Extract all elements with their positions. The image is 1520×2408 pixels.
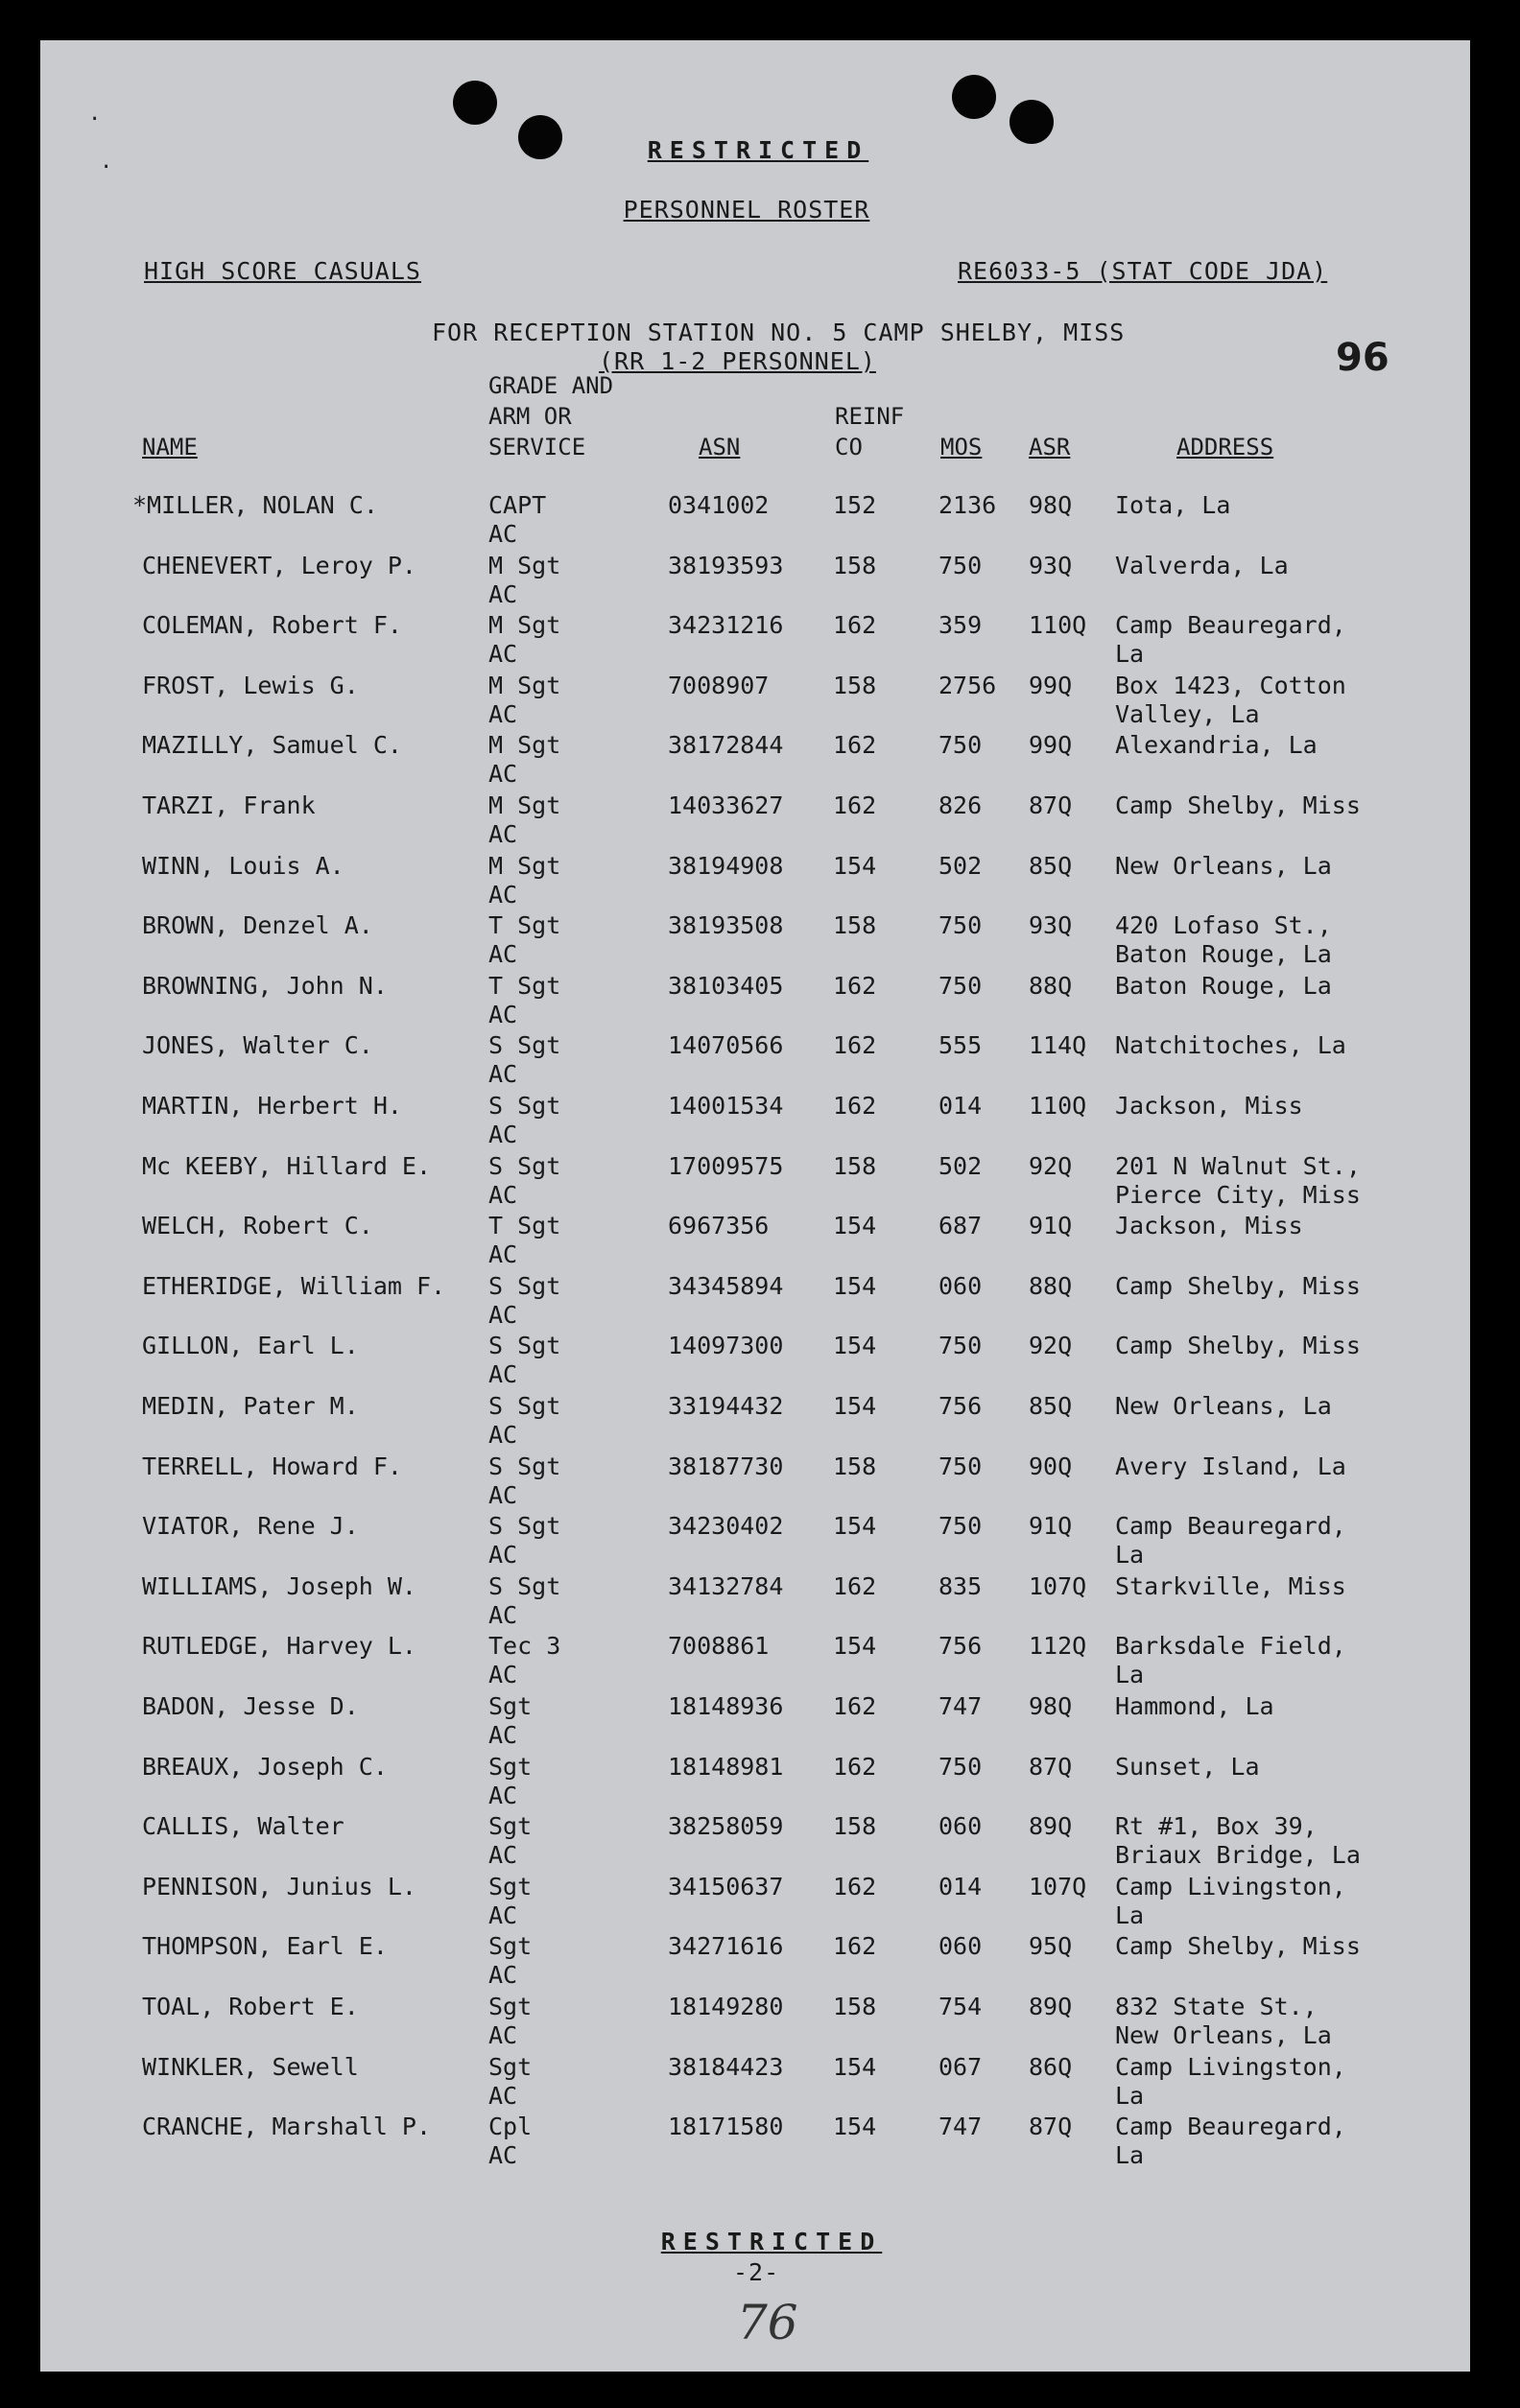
table-row (40, 1753, 1470, 1812)
cell-arm: AC (488, 1661, 518, 1689)
col-asr: ASR (1029, 434, 1071, 460)
cell-reinf-co: 162 (833, 1692, 877, 1720)
cell-address-line: Camp Shelby, Miss (1115, 791, 1361, 819)
cell-grade: CAPT (488, 491, 547, 519)
table-row (40, 1392, 1470, 1452)
cell-name: CHENEVERT, Leroy P. (142, 551, 416, 579)
table-row (40, 1873, 1470, 1932)
cell-mos: 2756 (938, 671, 997, 699)
cell-mos: 014 (938, 1872, 983, 1900)
cell-grade: Tec 3 (488, 1632, 561, 1661)
cell-asn: 34345894 (668, 1271, 784, 1300)
punch-hole (453, 81, 497, 125)
cell-reinf-co: 162 (833, 731, 877, 760)
cell-name: THOMPSON, Earl E. (142, 1932, 388, 1961)
cell-address-line: 420 Lofaso St., (1115, 911, 1332, 940)
cell-grade: S Sgt (488, 1512, 561, 1541)
cell-asn: 14070566 (668, 1031, 784, 1060)
cell-grade: Sgt (488, 1692, 533, 1720)
cell-name: MARTIN, Herbert H. (142, 1092, 402, 1120)
paper-speck: · (88, 107, 102, 131)
cell-asr: 99Q (1029, 731, 1073, 760)
cell-asr: 85Q (1029, 1392, 1073, 1420)
cell-arm: AC (488, 880, 518, 909)
classification-bottom: RESTRICTED (660, 2228, 883, 2255)
cell-asn: 33194432 (668, 1392, 784, 1420)
table-row (40, 1512, 1470, 1571)
cell-asr: 92Q (1029, 1151, 1073, 1180)
cell-grade: Sgt (488, 1752, 533, 1781)
cell-reinf-co: 158 (833, 1812, 877, 1841)
cell-mos: 060 (938, 1271, 983, 1300)
cell-reinf-co: 154 (833, 1271, 877, 1300)
cell-asr: 107Q (1029, 1872, 1087, 1900)
cell-address-line: Jackson, Miss (1115, 1092, 1303, 1120)
table-row (40, 611, 1470, 671)
cell-arm: AC (488, 1841, 518, 1870)
cell-reinf-co: 162 (833, 1092, 877, 1120)
cell-address-line: Baton Rouge, La (1115, 971, 1332, 1000)
punch-hole (1009, 100, 1054, 144)
cell-asn: 34230402 (668, 1512, 784, 1541)
cell-address-line: Camp Shelby, Miss (1115, 1332, 1361, 1360)
cell-address-line: La (1115, 2081, 1145, 2110)
cell-grade: Sgt (488, 1872, 533, 1900)
table-row (40, 972, 1470, 1031)
station-line: FOR RECEPTION STATION NO. 5 CAMP SHELBY, MISS (432, 319, 1126, 346)
cell-grade: Cpl (488, 2113, 533, 2141)
cell-reinf-co: 158 (833, 671, 877, 699)
cell-address-line: Rt #1, Box 39, (1115, 1812, 1318, 1841)
table-row (40, 1272, 1470, 1332)
col-grade: GRADE AND ARM OR SERVICE (488, 372, 614, 460)
table-row (40, 852, 1470, 911)
cell-mos: 014 (938, 1092, 983, 1120)
col-reinf: REINF CO (835, 403, 905, 460)
cell-grade: M Sgt (488, 611, 561, 640)
table-row (40, 2053, 1470, 2113)
cell-asr: 89Q (1029, 1993, 1073, 2020)
cell-name: MEDIN, Pater M. (142, 1392, 359, 1420)
cell-name: CRANCHE, Marshall P. (142, 2113, 432, 2141)
cell-name: JONES, Walter C. (142, 1031, 373, 1060)
cell-reinf-co: 162 (833, 1932, 877, 1961)
unit-name: HIGH SCORE CASUALS (144, 257, 421, 285)
cell-reinf-co: 162 (833, 791, 877, 819)
cell-arm: AC (488, 1060, 518, 1089)
cell-reinf-co: 154 (833, 1392, 877, 1420)
cell-address-line: Camp Beauregard, (1115, 611, 1346, 640)
cell-address-line: Valley, La (1115, 699, 1260, 728)
cell-address-line: Box 1423, Cotton (1115, 671, 1346, 699)
cell-asn: 7008861 (668, 1632, 770, 1661)
cell-name: COLEMAN, Robert F. (142, 611, 402, 640)
cell-name: BADON, Jesse D. (142, 1692, 359, 1720)
cell-name: ETHERIDGE, William F. (142, 1271, 446, 1300)
table-row (40, 1632, 1470, 1691)
cell-grade: M Sgt (488, 851, 561, 880)
cell-asn: 14033627 (668, 791, 784, 819)
table-row (40, 1031, 1470, 1091)
cell-mos: 555 (938, 1031, 983, 1060)
table-row (40, 2113, 1470, 2172)
cell-address-line: La (1115, 1900, 1145, 1929)
table-row (40, 1692, 1470, 1752)
cell-reinf-co: 154 (833, 851, 877, 880)
cell-reinf-co: 158 (833, 1151, 877, 1180)
cell-arm: AC (488, 699, 518, 728)
cell-mos: 750 (938, 551, 983, 579)
cell-asr: 86Q (1029, 2052, 1073, 2081)
cell-arm: AC (488, 820, 518, 848)
cell-arm: AC (488, 1900, 518, 1929)
cell-grade: S Sgt (488, 1092, 561, 1120)
cell-address-line: Starkville, Miss (1115, 1571, 1346, 1600)
col-mos: MOS (940, 434, 983, 460)
cell-name: Mc KEEBY, Hillard E. (142, 1151, 432, 1180)
cell-grade: S Sgt (488, 1571, 561, 1600)
stat-code: RE6033-5 (STAT CODE JDA) (958, 257, 1328, 285)
cell-grade: S Sgt (488, 1332, 561, 1360)
table-row (40, 1993, 1470, 2052)
table-row (40, 1572, 1470, 1632)
cell-arm: AC (488, 1480, 518, 1509)
cell-address-line: Briaux Bridge, La (1115, 1841, 1361, 1870)
cell-grade: Sgt (488, 1993, 533, 2020)
cell-arm: AC (488, 1961, 518, 1990)
cell-arm: AC (488, 1421, 518, 1449)
punch-hole (952, 75, 996, 119)
cell-address-line: New Orleans, La (1115, 851, 1332, 880)
cell-asr: 93Q (1029, 911, 1073, 940)
table-row (40, 1152, 1470, 1212)
cell-name: WILLIAMS, Joseph W. (142, 1571, 416, 1600)
cell-address-line: Camp Shelby, Miss (1115, 1271, 1361, 1300)
cell-arm: AC (488, 1721, 518, 1749)
cell-asr: 99Q (1029, 671, 1073, 699)
cell-mos: 687 (938, 1212, 983, 1240)
cell-asr: 88Q (1029, 1271, 1073, 1300)
cell-address-line: Camp Beauregard, (1115, 1512, 1346, 1541)
cell-mos: 750 (938, 1332, 983, 1360)
cell-address-line: Camp Livingston, (1115, 2052, 1346, 2081)
cell-reinf-co: 162 (833, 1031, 877, 1060)
cell-arm: AC (488, 1600, 518, 1629)
cell-address-line: Natchitoches, La (1115, 1031, 1346, 1060)
cell-grade: S Sgt (488, 1151, 561, 1180)
cell-grade: S Sgt (488, 1031, 561, 1060)
col-name: NAME (142, 434, 198, 460)
cell-address-line: Camp Beauregard, (1115, 2113, 1346, 2141)
cell-arm: AC (488, 760, 518, 789)
table-row (40, 1092, 1470, 1151)
cell-grade: S Sgt (488, 1271, 561, 1300)
table-row (40, 1332, 1470, 1391)
cell-asr: 98Q (1029, 1692, 1073, 1720)
cell-mos: 2136 (938, 491, 997, 519)
col-asn: ASN (699, 434, 741, 460)
cell-asn: 18149280 (668, 1993, 784, 2020)
sheet-number: -2- (733, 2258, 780, 2286)
cell-arm: AC (488, 2081, 518, 2110)
cell-address-line: La (1115, 640, 1145, 669)
cell-reinf-co: 158 (833, 551, 877, 579)
cell-address-line: 832 State St., (1115, 1993, 1318, 2020)
cell-name: BROWNING, John N. (142, 971, 388, 1000)
cell-mos: 750 (938, 731, 983, 760)
table-row (40, 791, 1470, 851)
cell-reinf-co: 154 (833, 2113, 877, 2141)
cell-grade: M Sgt (488, 551, 561, 579)
classification-top: RESTRICTED (647, 136, 869, 164)
cell-asn: 34150637 (668, 1872, 784, 1900)
cell-asr: 107Q (1029, 1571, 1087, 1600)
table-row (40, 491, 1470, 551)
table-row (40, 552, 1470, 611)
cell-asn: 38193593 (668, 551, 784, 579)
personnel-line: (RR 1-2 PERSONNEL) (599, 347, 876, 375)
table-row (40, 1452, 1470, 1512)
cell-address-line: Pierce City, Miss (1115, 1180, 1361, 1209)
cell-asr: 98Q (1029, 491, 1073, 519)
cell-mos: 756 (938, 1392, 983, 1420)
cell-name: WINN, Louis A. (142, 851, 344, 880)
cell-name: WINKLER, Sewell (142, 2052, 359, 2081)
cell-name: *MILLER, NOLAN C. (132, 491, 378, 519)
cell-asn: 18148981 (668, 1752, 784, 1781)
cell-mos: 754 (938, 1993, 983, 2020)
col-address: ADDRESS (1176, 434, 1274, 460)
cell-grade: T Sgt (488, 971, 561, 1000)
cell-name: GILLON, Earl L. (142, 1332, 359, 1360)
cell-asr: 87Q (1029, 1752, 1073, 1781)
cell-mos: 750 (938, 911, 983, 940)
cell-name: WELCH, Robert C. (142, 1212, 373, 1240)
cell-name: RUTLEDGE, Harvey L. (142, 1632, 416, 1661)
cell-mos: 060 (938, 1812, 983, 1841)
cell-asr: 88Q (1029, 971, 1073, 1000)
cell-mos: 750 (938, 1752, 983, 1781)
cell-asr: 87Q (1029, 2113, 1073, 2141)
cell-reinf-co: 162 (833, 1752, 877, 1781)
cell-name: TARZI, Frank (142, 791, 316, 819)
cell-address-line: La (1115, 2141, 1145, 2170)
cell-asr: 114Q (1029, 1031, 1087, 1060)
cell-address-line: Jackson, Miss (1115, 1212, 1303, 1240)
cell-address-line: 201 N Walnut St., (1115, 1151, 1361, 1180)
table-row (40, 1812, 1470, 1872)
cell-asr: 91Q (1029, 1512, 1073, 1541)
cell-asn: 14097300 (668, 1332, 784, 1360)
table-row (40, 672, 1470, 731)
cell-mos: 067 (938, 2052, 983, 2081)
cell-name: FROST, Lewis G. (142, 671, 359, 699)
handwritten-number: 76 (737, 2295, 798, 2350)
cell-mos: 826 (938, 791, 983, 819)
cell-asn: 17009575 (668, 1151, 784, 1180)
cell-arm: AC (488, 1180, 518, 1209)
paper-speck: · (100, 155, 113, 179)
cell-reinf-co: 158 (833, 1993, 877, 2020)
cell-grade: T Sgt (488, 1212, 561, 1240)
cell-arm: AC (488, 1541, 518, 1570)
cell-arm: AC (488, 1360, 518, 1389)
cell-grade: S Sgt (488, 1392, 561, 1420)
cell-grade: Sgt (488, 1812, 533, 1841)
cell-grade: S Sgt (488, 1452, 561, 1480)
cell-reinf-co: 158 (833, 1452, 877, 1480)
cell-arm: AC (488, 1000, 518, 1028)
cell-asn: 38194908 (668, 851, 784, 880)
cell-reinf-co: 162 (833, 971, 877, 1000)
cell-address-line: Alexandria, La (1115, 731, 1318, 760)
cell-reinf-co: 162 (833, 1872, 877, 1900)
cell-reinf-co: 154 (833, 1512, 877, 1541)
cell-reinf-co: 162 (833, 1571, 877, 1600)
table-row (40, 731, 1470, 791)
cell-arm: AC (488, 1781, 518, 1809)
cell-mos: 750 (938, 1452, 983, 1480)
cell-mos: 747 (938, 1692, 983, 1720)
cell-asn: 34271616 (668, 1932, 784, 1961)
table-row (40, 1212, 1470, 1271)
cell-mos: 750 (938, 1512, 983, 1541)
cell-mos: 750 (938, 971, 983, 1000)
table-row (40, 911, 1470, 971)
cell-address-line: Baton Rouge, La (1115, 940, 1332, 969)
cell-asn: 14001534 (668, 1092, 784, 1120)
cell-asn: 38193508 (668, 911, 784, 940)
cell-address-line: New Orleans, La (1115, 2021, 1332, 2049)
cell-name: CALLIS, Walter (142, 1812, 344, 1841)
cell-grade: Sgt (488, 1932, 533, 1961)
cell-asn: 38184423 (668, 2052, 784, 2081)
cell-arm: AC (488, 940, 518, 969)
page-number: 96 (1336, 336, 1389, 380)
cell-mos: 359 (938, 611, 983, 640)
cell-arm: AC (488, 1300, 518, 1329)
cell-asr: 95Q (1029, 1932, 1073, 1961)
cell-mos: 060 (938, 1932, 983, 1961)
cell-address-line: Iota, La (1115, 491, 1231, 519)
cell-asr: 110Q (1029, 1092, 1087, 1120)
cell-asr: 90Q (1029, 1452, 1073, 1480)
cell-asn: 38258059 (668, 1812, 784, 1841)
cell-mos: 835 (938, 1571, 983, 1600)
cell-address-line: New Orleans, La (1115, 1392, 1332, 1420)
cell-asr: 92Q (1029, 1332, 1073, 1360)
cell-address-line: Camp Shelby, Miss (1115, 1932, 1361, 1961)
cell-asr: 93Q (1029, 551, 1073, 579)
cell-arm: AC (488, 640, 518, 669)
cell-reinf-co: 154 (833, 2052, 877, 2081)
cell-asr: 89Q (1029, 1812, 1073, 1841)
cell-reinf-co: 152 (833, 491, 877, 519)
cell-reinf-co: 162 (833, 611, 877, 640)
cell-mos: 756 (938, 1632, 983, 1661)
cell-asr: 110Q (1029, 611, 1087, 640)
cell-address-line: Valverda, La (1115, 551, 1289, 579)
cell-mos: 502 (938, 851, 983, 880)
cell-asn: 18171580 (668, 2113, 784, 2141)
cell-address-line: Camp Livingston, (1115, 1872, 1346, 1900)
cell-asr: 112Q (1029, 1632, 1087, 1661)
cell-asr: 85Q (1029, 851, 1073, 880)
cell-asn: 34132784 (668, 1571, 784, 1600)
cell-mos: 747 (938, 2113, 983, 2141)
cell-name: BROWN, Denzel A. (142, 911, 373, 940)
cell-grade: T Sgt (488, 911, 561, 940)
cell-asn: 38172844 (668, 731, 784, 760)
cell-address-line: Hammond, La (1115, 1692, 1274, 1720)
cell-reinf-co: 154 (833, 1632, 877, 1661)
cell-asn: 0341002 (668, 491, 770, 519)
table-row (40, 1932, 1470, 1992)
cell-arm: AC (488, 520, 518, 548)
cell-asn: 38187730 (668, 1452, 784, 1480)
cell-arm: AC (488, 579, 518, 608)
cell-grade: M Sgt (488, 791, 561, 819)
cell-reinf-co: 154 (833, 1332, 877, 1360)
cell-address-line: La (1115, 1661, 1145, 1689)
cell-grade: Sgt (488, 2052, 533, 2081)
cell-asr: 91Q (1029, 1212, 1073, 1240)
cell-address-line: Sunset, La (1115, 1752, 1260, 1781)
roster-title: PERSONNEL ROSTER (623, 196, 870, 224)
cell-reinf-co: 154 (833, 1212, 877, 1240)
cell-asn: 6967356 (668, 1212, 770, 1240)
cell-address-line: Avery Island, La (1115, 1452, 1346, 1480)
cell-arm: AC (488, 2141, 518, 2170)
cell-name: VIATOR, Rene J. (142, 1512, 359, 1541)
cell-asr: 87Q (1029, 791, 1073, 819)
cell-asn: 18148936 (668, 1692, 784, 1720)
cell-arm: AC (488, 1240, 518, 1269)
punch-hole (518, 115, 562, 159)
cell-reinf-co: 158 (833, 911, 877, 940)
cell-grade: M Sgt (488, 731, 561, 760)
cell-grade: M Sgt (488, 671, 561, 699)
roster-page (40, 40, 1470, 2372)
cell-address-line: La (1115, 1541, 1145, 1570)
cell-address-line: Barksdale Field, (1115, 1632, 1346, 1661)
cell-name: MAZILLY, Samuel C. (142, 731, 402, 760)
cell-asn: 34231216 (668, 611, 784, 640)
cell-asn: 7008907 (668, 671, 770, 699)
cell-arm: AC (488, 2021, 518, 2049)
cell-arm: AC (488, 1121, 518, 1148)
cell-name: TERRELL, Howard F. (142, 1452, 402, 1480)
cell-asn: 38103405 (668, 971, 784, 1000)
cell-mos: 502 (938, 1151, 983, 1180)
cell-name: PENNISON, Junius L. (142, 1872, 416, 1900)
cell-name: BREAUX, Joseph C. (142, 1752, 388, 1781)
cell-name: TOAL, Robert E. (142, 1993, 359, 2020)
